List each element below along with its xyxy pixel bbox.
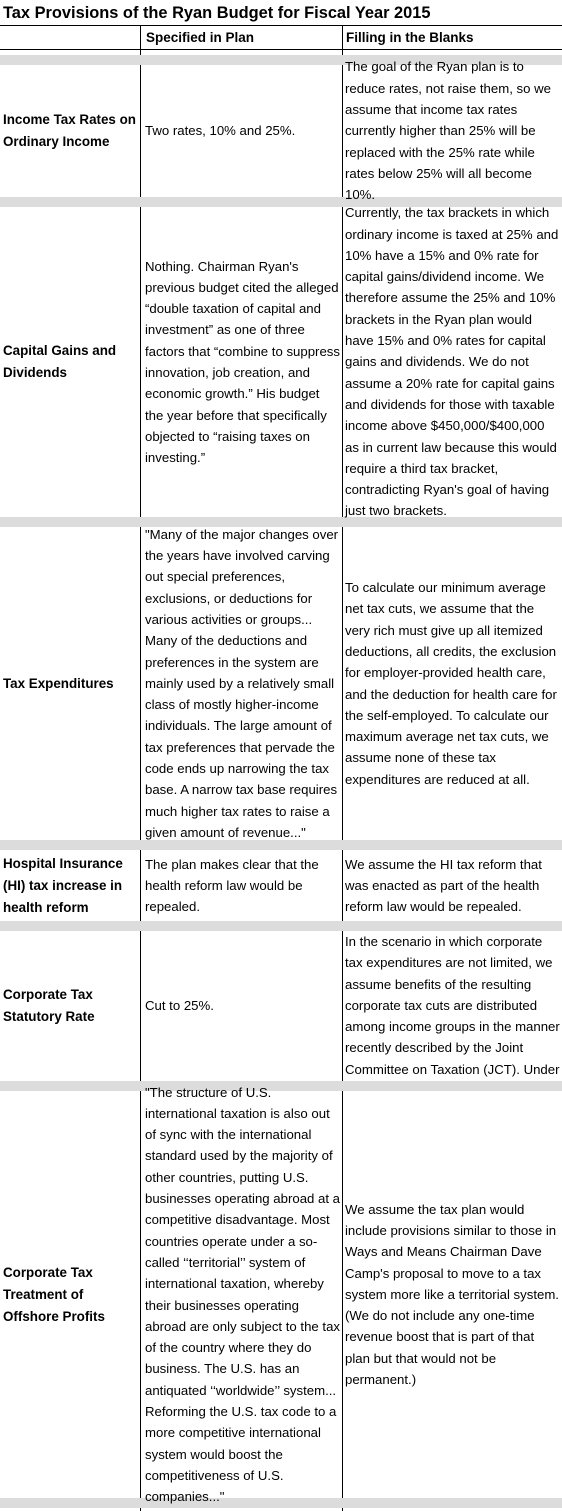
- row-plan-hospital-insurance: The plan makes clear that the health reform law would be repealed.: [145, 856, 319, 915]
- row-separator: [0, 921, 562, 931]
- row-fill-corporate-tax-rate: In the scenario in which corporate tax expenditures are not limited, we assume benefits of the resulting corporate tax cuts are distributed among income groups in the manner recently described by the Joint Committee on Taxation (JCT). Under: [345, 934, 560, 1077]
- row-plan-capital-gains: Nothing. Chairman Ryan's previous budget cited the alleged “double taxation of capital and investment” as one of three factors that “combine to suppress innovation, job creation, and economic growth.” His budget the year before that specifically objected to “raising taxes on investing.”: [145, 258, 340, 466]
- row-label-tax-expenditures: Tax Expenditures: [3, 675, 114, 691]
- row-fill-tax-expenditures: To calculate our minimum average net tax cuts, we assume that the very rich must give up all itemized deductions, all credits, the exclusion for employer-provided health care, and the deduction for health care for the self-employed. To calculate our maximum average net tax cuts, we assume none of these tax expenditures are reduced at all.: [345, 580, 557, 787]
- header-row: [0, 25, 562, 50]
- row-plan-corporate-tax-rate: Cut to 25%.: [145, 998, 214, 1014]
- row-plan-income-tax-rates: Two rates, 10% and 25%.: [145, 123, 296, 139]
- header-blank: [3, 26, 139, 49]
- row-fill-capital-gains: Currently, the tax brackets in which ordinary income is taxed at 25% and 10% have a 15% and 0% rate for capital gains/dividend income. We therefore assume the 25% and 10% brackets in the Ryan plan would have 15% and 0% rates for capital gains and dividends. We do not assume a 20% rate for capital gains and dividends for those with taxable income above $450,000/$400,000 as in current law because this would require a third tax bracket, contradicting Ryan's goal of having just two brackets.: [345, 205, 559, 519]
- header-filling-in-the-blanks: Filling in the Blanks: [346, 30, 474, 45]
- row-plan-tax-expenditures: "Many of the major changes over the years have involved carving out special preferences, exclusions, or deductions for various activities or groups... Many of the deductions and preferences in the system are mainly used by a relatively small class of mostly higher-income individuals. The large amount of tax preferences that pervade the code ends up narrowing the tax base. A narrow tax base requires much higher tax rates to raise a given amount of revenue...": [145, 526, 339, 840]
- column-divider-1: [140, 25, 141, 1511]
- row-fill-income-tax-rates: The goal of the Ryan plan is to reduce rates, not raise them, so we assume that income tax rates currently higher than 25% will be replaced with the 25% rate while rates below 25% will all become 10%.: [345, 59, 551, 203]
- row-label-income-tax-rates: Income Tax Rates on Ordinary Income: [3, 112, 136, 149]
- row-label-offshore-profits: Corporate Tax Treatment of Offshore Profits: [3, 1264, 105, 1324]
- row-label-corporate-tax-rate: Corporate Tax Statutory Rate: [3, 987, 95, 1024]
- row-fill-offshore-profits: We assume the tax plan would include provisions similar to those in Ways and Means Chairman Dave Camp's proposal to move to a tax system more like a territorial system. (We do not include any one-time revenue boost that is part of that plan but that would not be permanent.): [345, 1201, 559, 1388]
- row-label-capital-gains: Capital Gains and Dividends: [3, 343, 117, 380]
- header-specified-in-plan: Specified in Plan: [146, 30, 255, 45]
- table-title: Tax Provisions of the Ryan Budget for Fiscal Year 2015: [3, 4, 431, 22]
- row-fill-hospital-insurance: We assume the HI tax reform that was enacted as part of the health reform law would be repealed.: [345, 856, 542, 915]
- row-plan-offshore-profits: "The structure of U.S. international taxation is also out of sync with the international standard used by the majority of other countries, putting U.S. businesses operating abroad at a competitive disadvantage. Most countries operate under a so-called ‘‘territorial’’ system of international taxation, whereby their businesses operating abroad are only subject to the tax of the country where they do business. The U.S. has an antiquated ‘‘worldwide’’ system... Reforming the U.S. tax code to a more competitive international system would boost the competitiveness of U.S. companies...": [145, 1084, 341, 1505]
- row-label-hospital-insurance: Hospital Insurance (HI) tax increase in health reform: [3, 855, 123, 915]
